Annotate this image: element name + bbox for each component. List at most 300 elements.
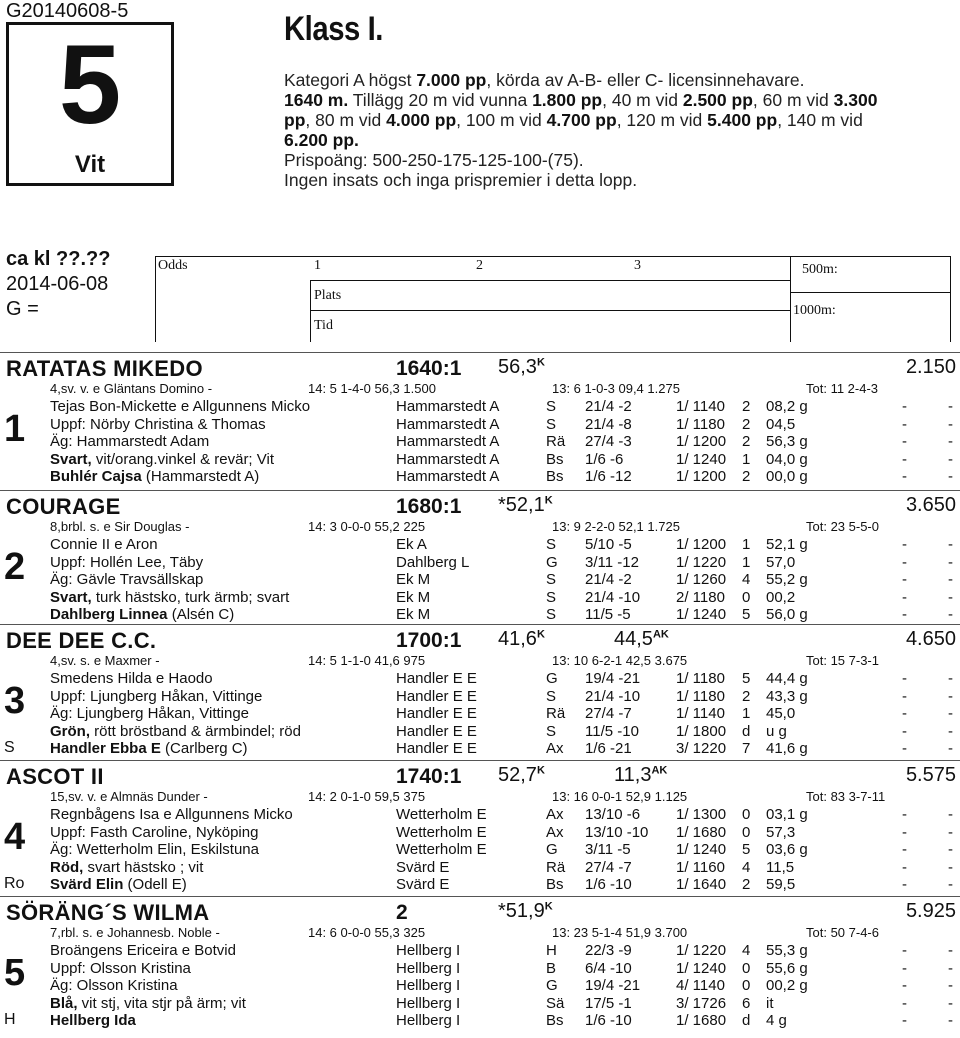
result-place: d [742, 722, 751, 740]
text-segment: (Odell E) [123, 876, 187, 894]
result-col2: - [948, 823, 953, 841]
result-time: 03,1 g [766, 806, 808, 823]
race-id: G20140608-5 [6, 0, 129, 22]
result-place: d [742, 1012, 751, 1030]
result-col2: - [948, 687, 953, 705]
result-col2: - [948, 1012, 953, 1030]
result-col1: - [902, 433, 907, 451]
result-time: 11,5 [766, 858, 795, 876]
start-number: 5 [4, 952, 26, 994]
odds-ak [614, 628, 669, 651]
text-segment: Äg: Ljungberg Håkan, Vittinge [50, 705, 250, 723]
stats-2014: 14: 3 0-0-0 55,2 225 [308, 519, 426, 534]
text-segment: Äg: Olsson Kristina [50, 977, 178, 995]
result-track: Ax [546, 806, 564, 823]
result-track: S [546, 722, 557, 740]
result-distance: 1/ 1160 [676, 858, 725, 876]
text-segment: 1640 m. [284, 90, 349, 110]
start-number: 1 [4, 408, 26, 450]
info-line [50, 995, 246, 1012]
result-distance: 1/ 1140 [676, 398, 725, 415]
result-time: u g [766, 722, 787, 740]
result-place: 5 [742, 606, 751, 624]
result-place: 2 [742, 398, 751, 415]
text-segment: (Hammarstedt A) [141, 468, 260, 486]
info-line [50, 705, 249, 722]
odds-k [498, 900, 553, 923]
result-place: 2 [742, 468, 751, 486]
start-number: 4 [4, 816, 26, 858]
result-col2: - [948, 942, 953, 959]
result-date: 6/4 -10 [585, 959, 632, 977]
desc-line-4: 6.200 pp. [284, 130, 359, 150]
result-time: 55,6 g [766, 959, 808, 977]
odds-ak-sup: AK [651, 764, 668, 777]
result-time: 59,5 [766, 876, 796, 894]
result-place: 2 [742, 433, 751, 451]
result-distance: 1/ 1200 [676, 536, 727, 553]
text-segment: rött bröstband & ärmbindel; röd [90, 722, 301, 740]
result-col2: - [948, 468, 953, 486]
horse-prize: 5.925 [905, 900, 956, 922]
result-place: 1 [742, 705, 751, 723]
odds-k-value: *52,1 [498, 494, 545, 516]
result-driver: Handler E E [396, 687, 477, 705]
result-time: 08,2 g [766, 398, 808, 415]
result-track: S [546, 588, 557, 606]
result-distance: 1/ 1680 [676, 823, 727, 841]
result-date: 21/4 -10 [585, 588, 641, 606]
result-col2: - [948, 977, 953, 995]
result-distance: 4/ 1140 [676, 977, 725, 995]
result-col1: - [902, 823, 907, 841]
stats-2014: 14: 5 1-1-0 41,6 975 [308, 653, 426, 668]
shoe-code: H [4, 1011, 16, 1029]
result-distance: 1/ 1680 [676, 1012, 727, 1030]
result-driver: Hellberg I [396, 1012, 461, 1030]
info-line [50, 876, 187, 893]
horse-separator [0, 624, 960, 625]
text-segment: , 40 m vid [602, 90, 683, 110]
result-place: 4 [742, 942, 751, 959]
result-col2: - [948, 722, 953, 740]
result-grid [0, 0, 960, 340]
result-driver: Wetterholm E [396, 841, 487, 859]
text-segment: Grön, [50, 722, 90, 740]
result-time: 45,0 [766, 705, 796, 723]
result-time: 00,2 g [766, 977, 808, 995]
result-driver: Hammarstedt A [396, 398, 500, 415]
result-date: 27/4 -3 [585, 433, 632, 451]
odds-k-value: 41,6 [498, 628, 537, 650]
result-distance: 1/ 1180 [676, 415, 725, 433]
horse-pedigree: 7,rbl. s. e Johannesb. Noble - [50, 925, 220, 940]
text-segment: 3.300 [833, 90, 878, 110]
result-driver: Hammarstedt A [396, 450, 500, 468]
result-place: 0 [742, 588, 751, 606]
result-driver: Ek M [396, 588, 431, 606]
text-segment: Regnbågens Isa e Allgunnens Micko [50, 806, 293, 823]
info-line [50, 1012, 136, 1029]
result-distance: 1/ 1640 [676, 876, 727, 894]
result-time: 55,2 g [766, 571, 808, 589]
odds-k-value: 52,7 [498, 764, 537, 786]
result-col1: - [902, 806, 907, 823]
result-date: 13/10 -6 [585, 806, 641, 823]
result-track: Bs [546, 450, 564, 468]
result-date: 21/4 -2 [585, 398, 632, 415]
result-track: Bs [546, 1012, 564, 1030]
info-line [50, 841, 259, 858]
result-distance: 3/ 1220 [676, 740, 727, 758]
result-col2: - [948, 588, 953, 606]
result-track: Bs [546, 468, 564, 486]
result-place: 5 [742, 670, 751, 687]
horse-pedigree: 4,sv. s. e Maxmer - [50, 653, 160, 668]
result-time: 44,4 g [766, 670, 808, 687]
grid-col-3: 3 [634, 258, 641, 273]
text-segment: 4.000 pp [386, 110, 457, 130]
text-segment: Uppf: Olsson Kristina [50, 959, 191, 977]
result-driver: Svärd E [396, 858, 450, 876]
result-col2: - [948, 571, 953, 589]
result-col2: - [948, 959, 953, 977]
info-line [50, 960, 191, 977]
text-segment: Connie II e Aron [50, 536, 158, 553]
result-date: 1/6 -21 [585, 740, 632, 758]
result-place: 0 [742, 806, 751, 823]
result-place: 0 [742, 977, 751, 995]
result-col2: - [948, 994, 953, 1012]
result-driver: Svärd E [396, 876, 450, 894]
horse-separator [0, 896, 960, 897]
result-place: 0 [742, 959, 751, 977]
horse-prize: 2.150 [905, 356, 956, 378]
result-driver: Hammarstedt A [396, 415, 500, 433]
race-color: Vit [74, 151, 106, 178]
grid-500m-label: 500m: [802, 262, 838, 277]
stats-total: Tot: 50 7-4-6 [806, 925, 879, 940]
result-col1: - [902, 553, 907, 571]
result-col1: - [902, 536, 907, 553]
result-col2: - [948, 806, 953, 823]
result-distance: 1/ 1180 [676, 687, 725, 705]
result-place: 1 [742, 450, 751, 468]
horse-name: RATATAS MIKEDO [6, 356, 203, 381]
grid-tid-label: Tid [314, 318, 333, 333]
text-segment: Hellberg Ida [50, 1012, 136, 1030]
odds-k-sup: K [544, 494, 553, 507]
result-col1: - [902, 398, 907, 415]
result-time: 04,5 [766, 415, 796, 433]
result-time: 57,0 [766, 553, 796, 571]
text-segment: Röd, [50, 858, 84, 876]
result-distance: 1/ 1260 [676, 571, 727, 589]
info-line [50, 451, 274, 468]
text-segment: turk hästsko, turk ärmb; svart [91, 588, 290, 606]
result-track: G [546, 670, 558, 687]
result-col2: - [948, 606, 953, 624]
result-col1: - [902, 468, 907, 486]
text-segment: Blå, [50, 994, 78, 1012]
horse-name: COURAGE [6, 494, 121, 519]
horse-record: 1700:1 [396, 629, 462, 652]
result-distance: 1/ 1220 [676, 942, 727, 959]
result-date: 3/11 -12 [585, 553, 639, 571]
grid-1000m-label: 1000m: [793, 303, 836, 318]
odds-ak-value: 11,3 [614, 764, 652, 786]
result-date: 11/5 -5 [585, 606, 631, 624]
result-driver: Hellberg I [396, 994, 461, 1012]
info-line [50, 536, 158, 553]
result-distance: 1/ 1800 [676, 722, 727, 740]
desc-line-6: Ingen insats och inga prispremier i detta lopp. [284, 170, 638, 190]
grid-col-2: 2 [476, 258, 483, 273]
info-line [50, 824, 258, 841]
info-line [50, 571, 203, 588]
result-date: 1/6 -10 [585, 1012, 632, 1030]
result-track: G [546, 977, 558, 995]
result-place: 4 [742, 571, 751, 589]
result-date: 17/5 -1 [585, 994, 632, 1012]
start-time: ca kl ??.?? [6, 248, 111, 270]
result-col1: - [902, 876, 907, 894]
info-line [50, 468, 259, 485]
result-col1: - [902, 687, 907, 705]
text-segment: 1.800 pp [532, 90, 603, 110]
text-segment: Äg: Wetterholm Elin, Eskilstuna [50, 841, 259, 859]
result-driver: Hellberg I [396, 959, 461, 977]
result-time: 52,1 g [766, 536, 808, 553]
result-driver: Handler E E [396, 705, 477, 723]
text-segment: vit stj, vita stjr på ärm; vit [77, 994, 246, 1012]
odds-k-sup: K [536, 356, 545, 369]
stats-2014: 14: 2 0-1-0 59,5 375 [308, 789, 426, 804]
result-track: S [546, 415, 557, 433]
result-track: Rä [546, 858, 566, 876]
info-line [50, 688, 262, 705]
text-segment: Svart, [50, 450, 92, 468]
result-date: 1/6 -12 [585, 468, 632, 486]
horse-prize: 3.650 [905, 494, 956, 516]
result-track: S [546, 536, 557, 553]
result-driver: Hellberg I [396, 977, 461, 995]
result-time: 04,0 g [766, 450, 808, 468]
result-time: 56,0 g [766, 606, 808, 624]
result-place: 5 [742, 841, 751, 859]
result-col1: - [902, 670, 907, 687]
result-track: G [546, 553, 558, 571]
stats-2013: 13: 9 2-2-0 52,1 1.725 [552, 519, 680, 534]
horse-record: 1740:1 [396, 765, 462, 788]
info-line [50, 859, 203, 876]
result-col1: - [902, 959, 907, 977]
race-title: Klass I. [284, 10, 383, 48]
horse-record: 1680:1 [396, 495, 462, 518]
text-segment: vit/orang.vinkel & revär; Vit [91, 450, 275, 468]
info-line [50, 554, 203, 571]
result-time: 4 g [766, 1012, 787, 1030]
text-segment: pp [284, 110, 306, 130]
odds-k-sup: K [536, 764, 545, 777]
info-line [50, 942, 236, 959]
text-segment: , 100 m vid [456, 110, 547, 130]
result-col1: - [902, 1012, 907, 1030]
stats-2013: 13: 10 6-2-1 42,5 3.675 [552, 653, 688, 668]
text-segment: Tillägg 20 m vid vunna [348, 90, 533, 110]
result-place: 2 [742, 876, 751, 894]
result-track: Sä [546, 994, 565, 1012]
result-driver: Ek M [396, 606, 431, 624]
result-col2: - [948, 858, 953, 876]
stats-total: Tot: 83 3-7-11 [806, 789, 886, 804]
result-col2: - [948, 841, 953, 859]
stats-2013: 13: 6 1-0-3 09,4 1.275 [552, 381, 680, 396]
result-date: 21/4 -8 [585, 415, 632, 433]
info-line [50, 433, 209, 450]
info-line [50, 606, 234, 623]
result-distance: 3/ 1726 [676, 994, 727, 1012]
result-driver: Hellberg I [396, 942, 461, 959]
horse-separator [0, 352, 960, 353]
result-driver: Handler E E [396, 722, 477, 740]
result-date: 5/10 -5 [585, 536, 632, 553]
result-time: 43,3 g [766, 687, 808, 705]
result-driver: Ek M [396, 571, 431, 589]
result-col1: - [902, 571, 907, 589]
horse-separator [0, 760, 960, 761]
g-label: G = [6, 298, 39, 320]
result-track: Ax [546, 823, 564, 841]
desc-line-5: Prispoäng: 500-250-175-125-100-(75). [284, 150, 584, 170]
race-date: 2014-06-08 [6, 273, 109, 295]
text-segment: svart hästsko ; vit [83, 858, 204, 876]
info-line [50, 416, 266, 433]
result-col1: - [902, 740, 907, 758]
result-track: G [546, 841, 558, 859]
result-track: S [546, 606, 557, 624]
result-col1: - [902, 977, 907, 995]
result-date: 21/4 -2 [585, 571, 632, 589]
horse-record: 2 [396, 901, 408, 924]
info-line [50, 670, 213, 687]
result-col1: - [902, 994, 907, 1012]
result-driver: Ek A [396, 536, 427, 553]
result-place: 1 [742, 553, 751, 571]
result-driver: Handler E E [396, 670, 477, 687]
text-segment: (Carlberg C) [160, 740, 248, 758]
result-distance: 1/ 1240 [676, 959, 727, 977]
result-distance: 1/ 1200 [676, 468, 727, 486]
text-segment: , 80 m vid [305, 110, 387, 130]
result-distance: 1/ 1240 [676, 606, 727, 624]
result-col1: - [902, 841, 907, 859]
text-segment: 4.700 pp [546, 110, 617, 130]
stats-total: Tot: 15 7-3-1 [806, 653, 879, 668]
grid-odds-label: Odds [158, 258, 188, 273]
result-col1: - [902, 588, 907, 606]
result-date: 22/3 -9 [585, 942, 632, 959]
result-driver: Hammarstedt A [396, 468, 500, 486]
stats-2014: 14: 6 0-0-0 55,3 325 [308, 925, 426, 940]
result-col1: - [902, 942, 907, 959]
text-segment: , 120 m vid [616, 110, 708, 130]
result-time: 00,2 [766, 588, 796, 606]
result-place: 1 [742, 536, 751, 553]
result-time: it [766, 994, 774, 1012]
horse-record: 1640:1 [396, 357, 462, 380]
text-segment: Tejas Bon-Mickette e Allgunnens Micko [50, 398, 311, 415]
horse-prize: 5.575 [905, 764, 956, 786]
odds-k [498, 356, 545, 379]
result-distance: 1/ 1200 [676, 433, 727, 451]
desc-line-1: Kategori A högst 7.000 pp, körda av A-B- eller C- licensinnehavare. [284, 70, 805, 90]
info-line [50, 589, 289, 606]
race-number: 5 [58, 22, 122, 147]
odds-ak-value: 44,5 [614, 628, 653, 650]
horse-name: SÖRÄNG´S WILMA [6, 900, 210, 925]
stats-total: Tot: 23 5-5-0 [806, 519, 879, 534]
result-driver: Dahlberg L [396, 553, 470, 571]
odds-k-value: *51,9 [498, 900, 545, 922]
result-date: 27/4 -7 [585, 705, 632, 723]
result-distance: 1/ 1240 [676, 450, 727, 468]
info-line [50, 806, 293, 823]
info-line [50, 398, 310, 415]
horse-prize: 4.650 [905, 628, 956, 650]
result-date: 1/6 -10 [585, 876, 632, 894]
result-col1: - [902, 606, 907, 624]
text-segment: Broängens Ericeira e Botvid [50, 942, 236, 959]
odds-k-sup: K [536, 628, 545, 641]
text-segment: Dahlberg Linnea [50, 606, 168, 624]
result-time: 03,6 g [766, 841, 808, 859]
text-segment: Uppf: Fasth Caroline, Nyköping [50, 823, 259, 841]
text-segment: Svart, [50, 588, 92, 606]
text-segment: (Alsén C) [167, 606, 235, 624]
result-time: 57,3 [766, 823, 796, 841]
result-place: 2 [742, 415, 751, 433]
shoe-code: Ro [4, 875, 25, 893]
result-col2: - [948, 398, 953, 415]
result-track: Rä [546, 433, 566, 451]
result-place: 0 [742, 823, 751, 841]
result-place: 7 [742, 740, 751, 758]
text-segment: , 140 m vid [777, 110, 863, 130]
result-date: 13/10 -10 [585, 823, 649, 841]
text-segment: Äg: Hammarstedt Adam [50, 433, 210, 451]
result-date: 11/5 -10 [585, 722, 639, 740]
text-segment: 2.500 pp [682, 90, 753, 110]
odds-k-value: 56,3 [498, 356, 537, 378]
info-line [50, 740, 248, 757]
result-time: 55,3 g [766, 942, 808, 959]
result-col1: - [902, 858, 907, 876]
result-col2: - [948, 740, 953, 758]
result-driver: Handler E E [396, 740, 477, 758]
text-segment: Uppf: Nörby Christina & Thomas [50, 415, 266, 433]
result-distance: 2/ 1180 [676, 588, 725, 606]
result-track: Rä [546, 705, 566, 723]
result-col2: - [948, 433, 953, 451]
result-place: 2 [742, 687, 751, 705]
result-col2: - [948, 450, 953, 468]
text-segment: Svärd Elin [50, 876, 124, 894]
odds-ak-sup: AK [652, 628, 669, 641]
result-distance: 1/ 1140 [676, 705, 725, 723]
text-segment: , 60 m vid [752, 90, 834, 110]
result-place: 4 [742, 858, 751, 876]
